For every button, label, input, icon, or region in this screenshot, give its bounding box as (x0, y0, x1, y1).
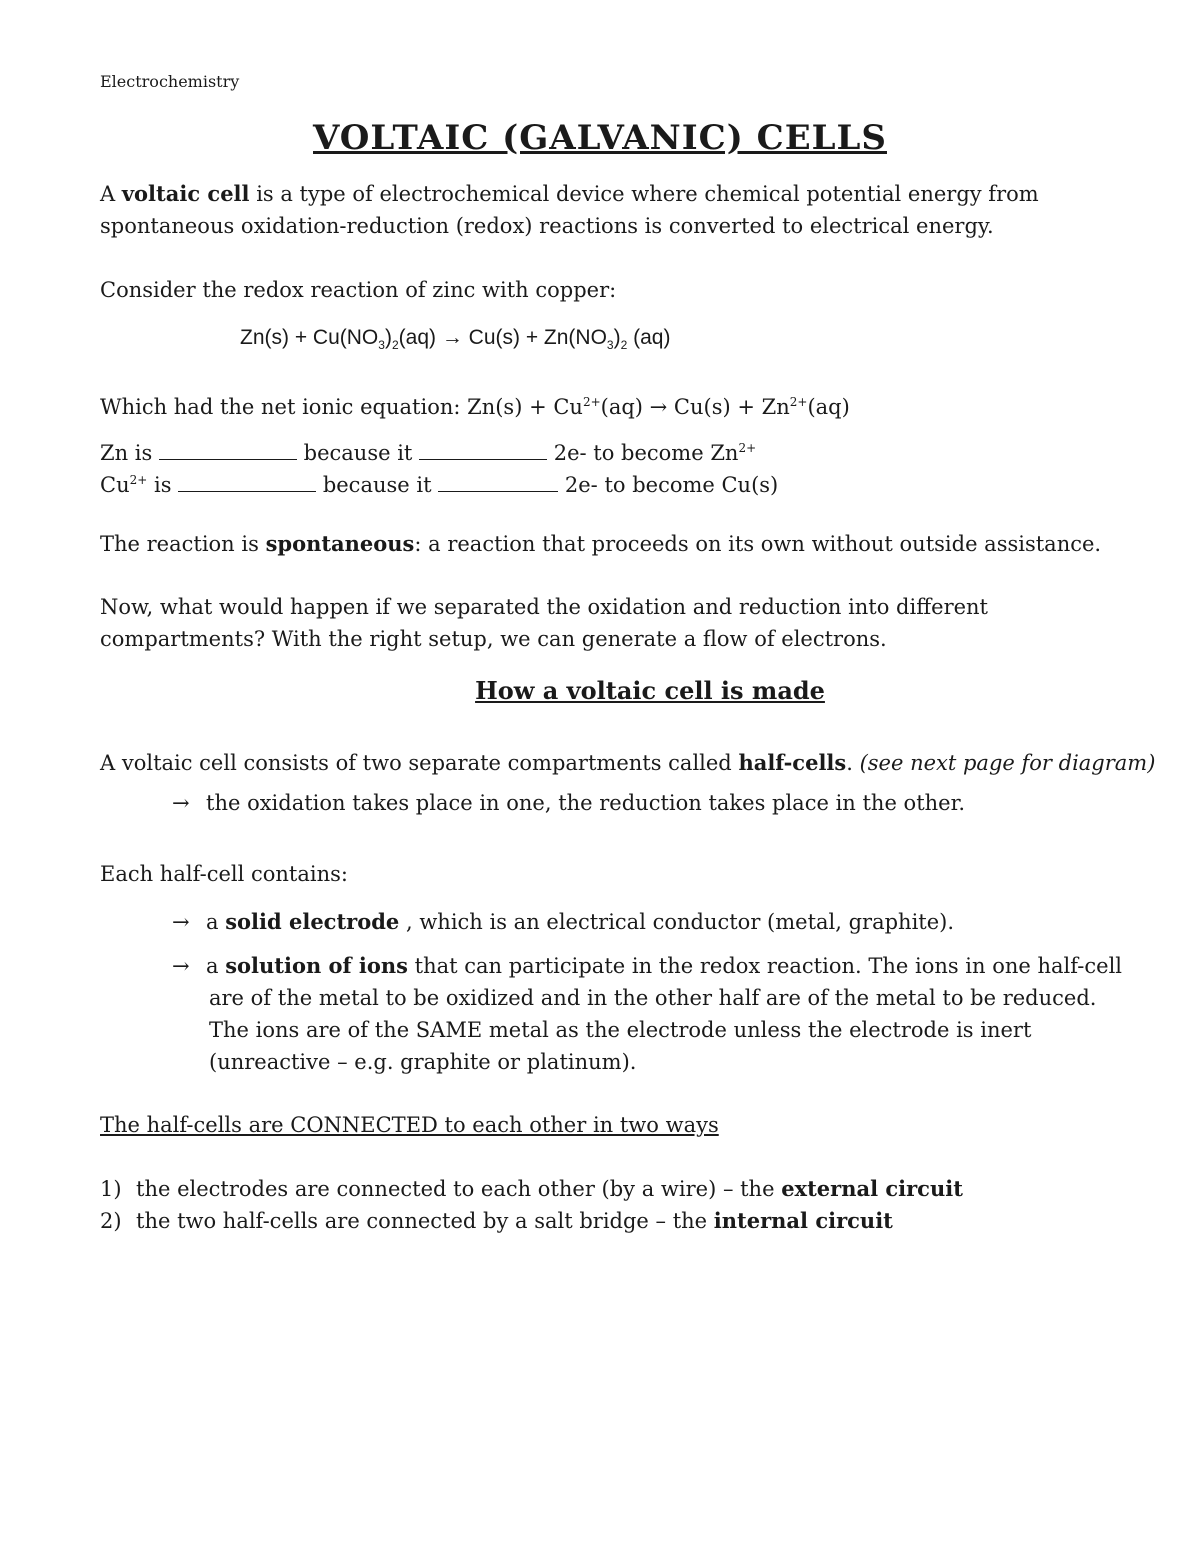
net-ionic-equation: Which had the net ionic equation: $Zn(s) + Cu^{2+}(aq) \to Cu(s) + Zn^{2+}(aq)$ (100, 395, 850, 419)
consider-text: Consider the redox reaction of zinc with copper: (100, 278, 617, 302)
term-voltaic-cell: voltaic cell (121, 181, 250, 206)
now-line-2: compartments? With the right setup, we can generate a flow of electrons. (100, 627, 887, 651)
consists-text: A voltaic cell consists of two separate compartments called half-cells. (see next page for diagram) (100, 750, 1156, 775)
each-half-cell-text: Each half-cell contains: (100, 862, 348, 886)
answer-blank[interactable] (438, 471, 558, 492)
term-solution-of-ions: solution of ions (225, 953, 408, 978)
answer-blank[interactable] (178, 471, 316, 492)
list-item: 1) the electrodes are connected to each other (by a wire) – the external circuit (100, 1176, 963, 1201)
list-item: 2) the two half-cells are connected by a salt bridge – the internal circuit (100, 1208, 893, 1233)
arrow-icon: → (172, 910, 190, 934)
spontaneous-definition: The reaction is spontaneous: a reaction that proceeds on its own without outside assistance. (100, 531, 1102, 556)
page-title: VOLTAIC (GALVANIC) CELLS (313, 118, 887, 158)
bullet-oxidation: → the oxidation takes place in one, the reduction takes place in the other. (172, 787, 965, 819)
term-solid-electrode: solid electrode (225, 909, 400, 934)
connected-heading: The half-cells are CONNECTED to each other in two ways (100, 1113, 719, 1137)
term-internal-circuit: internal circuit (713, 1208, 893, 1233)
bullet-solution-line-4: (unreactive – e.g. graphite or platinum). (209, 1050, 637, 1074)
diagram-note: (see next page for diagram) (859, 751, 1156, 775)
section-heading: How a voltaic cell is made (475, 676, 825, 705)
arrow-icon: → (172, 954, 190, 978)
molecular-equation: $Zn(s) + Cu(NO_3)_2(aq) \to Cu(s) + Zn(NO_3)_2$ (aq) (240, 326, 671, 353)
bullet-electrode: → a solid electrode , which is an electrical conductor (metal, graphite). (172, 906, 954, 938)
page-header: Electrochemistry (100, 72, 240, 91)
intro-line-1: A voltaic cell is a type of electrochemical device where chemical potential energy from (100, 181, 1039, 206)
intro-line-2: spontaneous oxidation-reduction (redox) reactions is converted to electrical energy. (100, 214, 994, 238)
answer-blank[interactable] (159, 439, 297, 460)
bullet-solution-line-3: The ions are of the SAME metal as the electrode unless the electrode is inert (209, 1018, 1032, 1042)
copper-fill-in-line: $Cu^{2+}$ is because it 2e- to become Cu(s) (100, 473, 779, 497)
answer-blank[interactable] (419, 439, 547, 460)
bullet-solution-line-2: are of the metal to be oxidized and in the other half are of the metal to be reduced. (209, 986, 1097, 1010)
zinc-fill-in-line: Zn is because it 2e- to become $Zn^{2+}$ (100, 441, 757, 465)
term-half-cells: half-cells (738, 750, 847, 775)
bullet-solution: → a solution of ions that can participate in the redox reaction. The ions in one half-cell (172, 950, 1122, 982)
arrow-icon: → (172, 791, 190, 815)
now-line-1: Now, what would happen if we separated the oxidation and reduction into different (100, 595, 988, 619)
term-external-circuit: external circuit (781, 1176, 963, 1201)
term-spontaneous: spontaneous (265, 531, 415, 556)
